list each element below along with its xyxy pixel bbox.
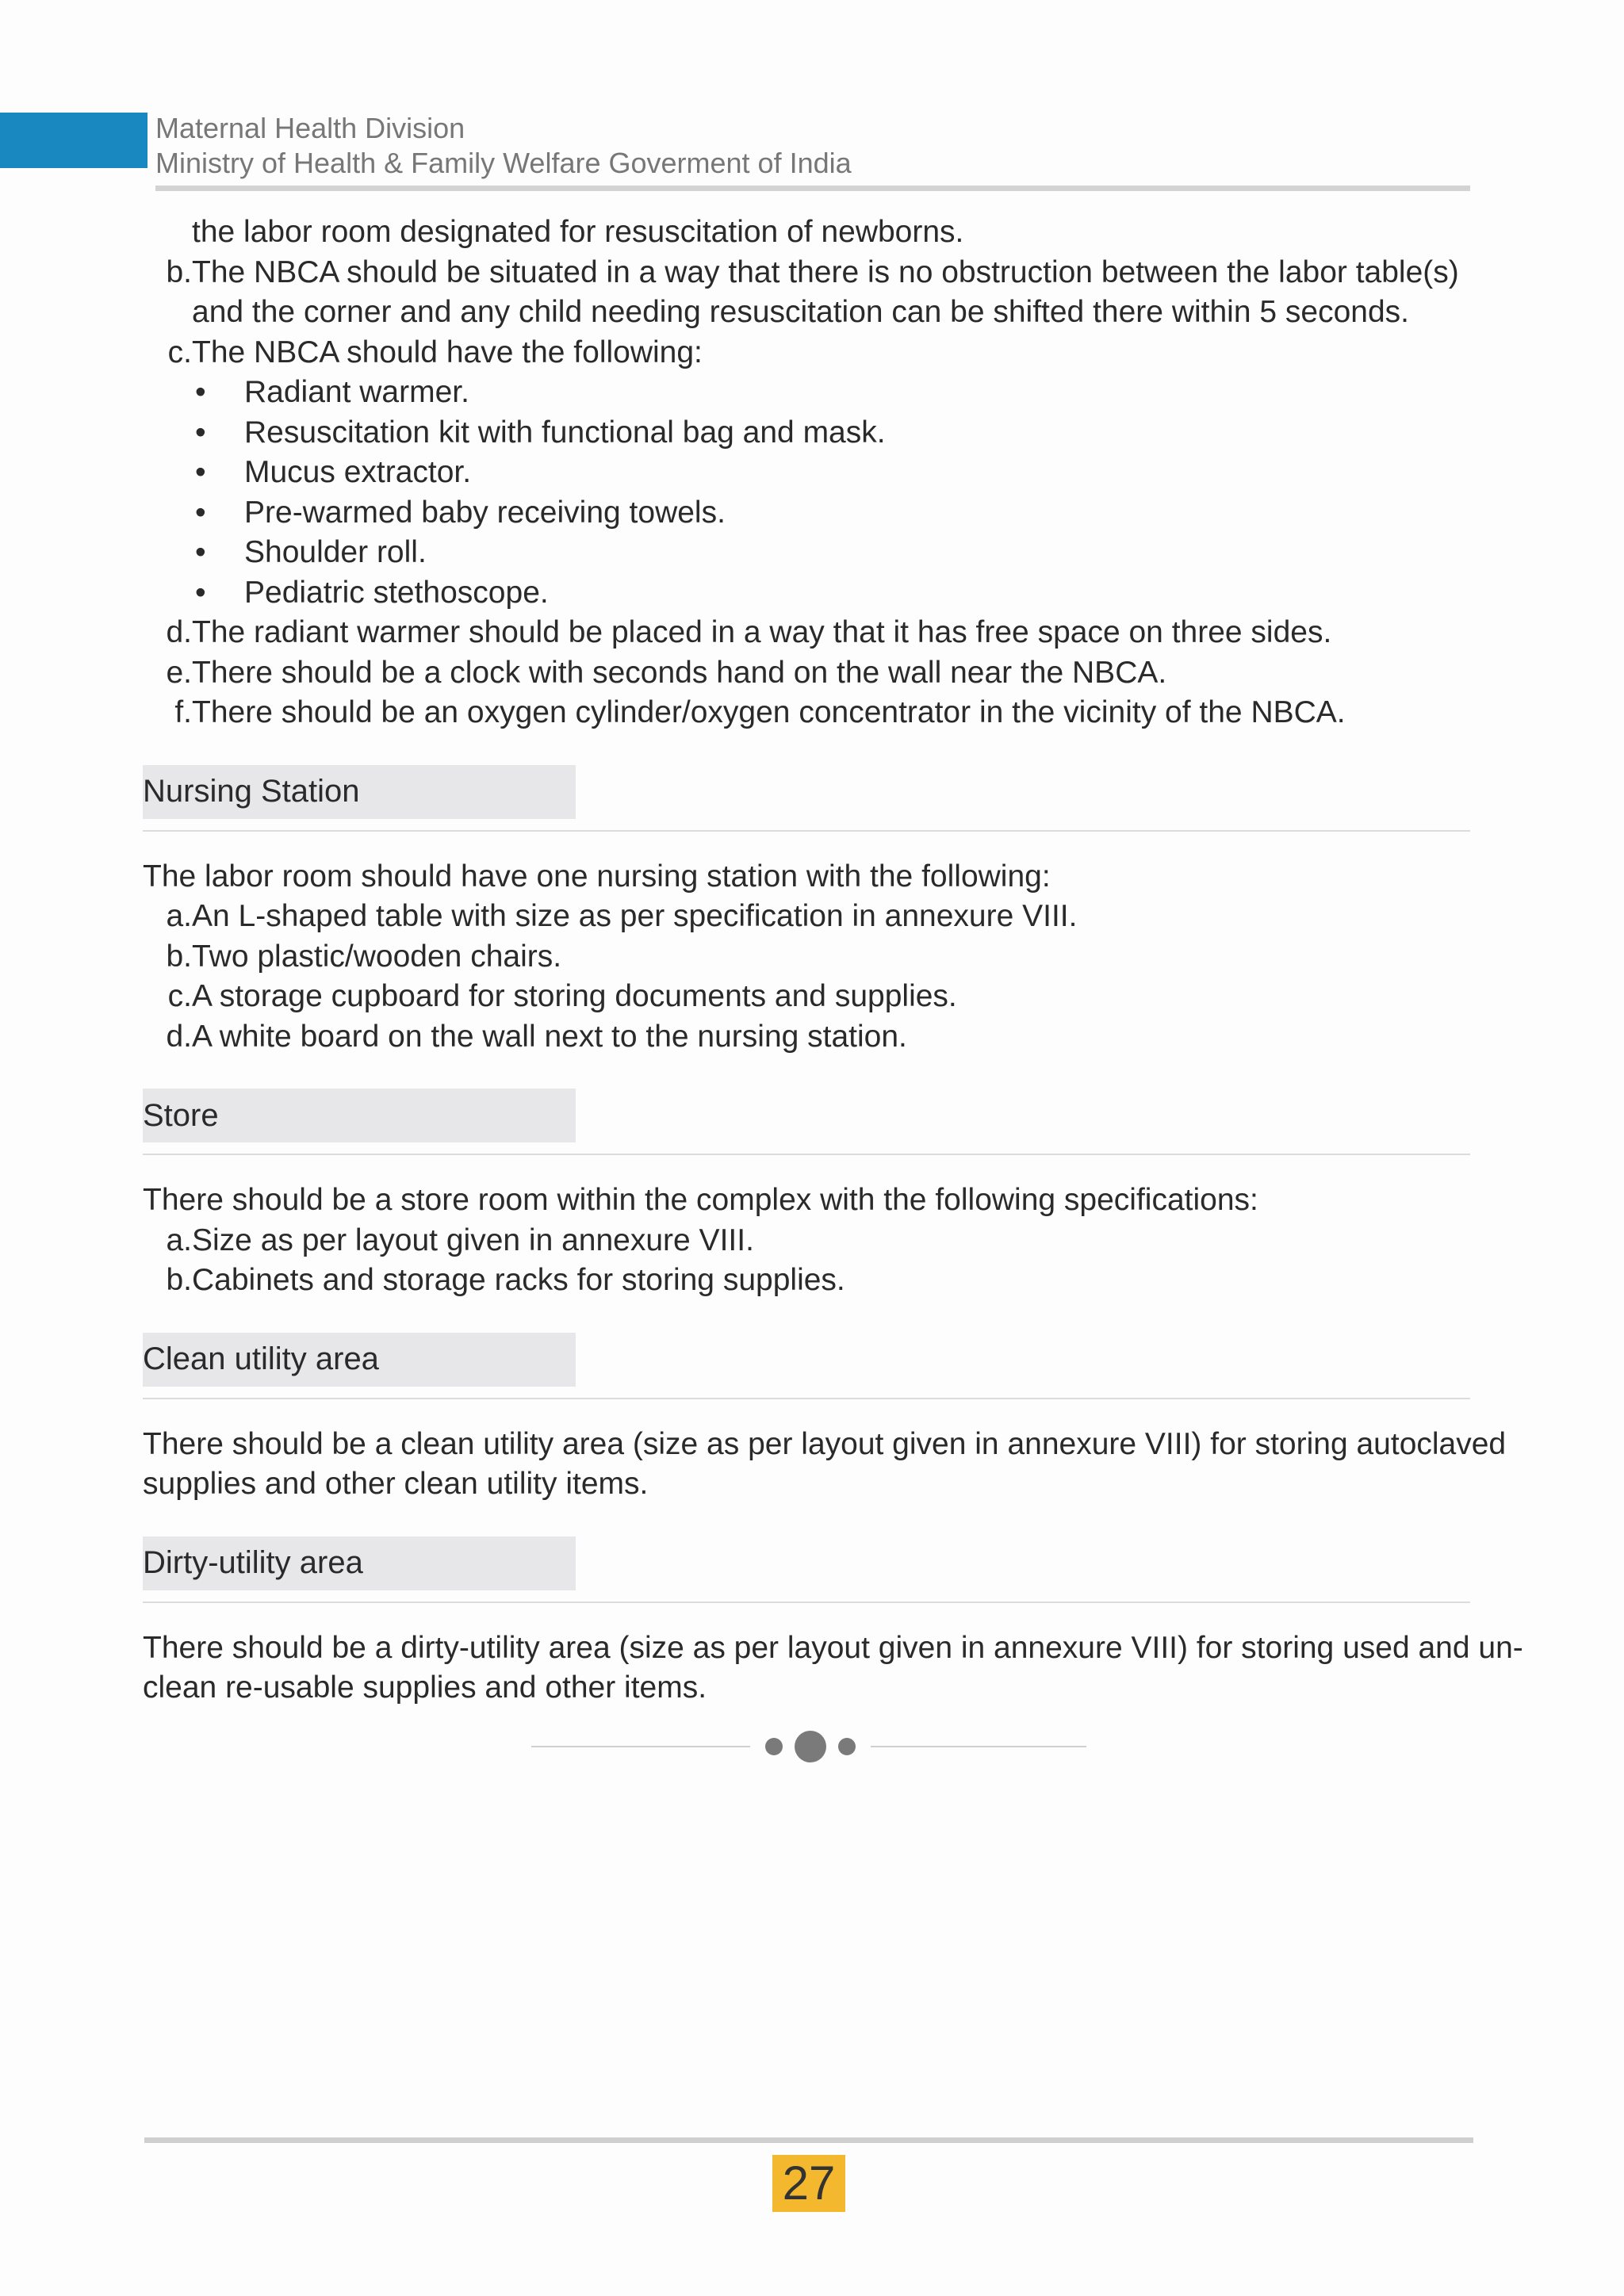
paragraph-line: There should be a dirty-utility area (size as per layout given in annexure VIII) for storing used and un- (143, 1630, 1523, 1665)
ornament-dot-right (838, 1738, 856, 1755)
list-item (143, 937, 1475, 978)
section-heading-clean-utility: Clean utility area (143, 1333, 576, 1387)
list-text: A white board on the wall next to the nursing station. (192, 1019, 907, 1054)
list-marker: c. (167, 979, 192, 1013)
section-intro: There should be a store room within the complex with the following specifications: (143, 1183, 1258, 1217)
list-marker: c. (167, 335, 192, 369)
list-item (143, 613, 1475, 653)
list-text: The radiant warmer should be placed in a way that it has free space on three sides. (192, 615, 1332, 649)
list-item (143, 1221, 1475, 1261)
section-heading-nursing-station: Nursing Station (143, 765, 576, 819)
paragraph-line: supplies and other clean utility items. (143, 1467, 649, 1501)
running-header (155, 111, 852, 181)
bullet-icon: • (195, 575, 206, 610)
list-text: The NBCA should be situated in a way that there is no obstruction between the labor table(s) (192, 254, 1459, 289)
list-text: A storage cupboard for storing documents and supplies. (192, 979, 957, 1013)
paragraph-line: clean re-usable supplies and other items. (143, 1670, 707, 1705)
list-item (143, 693, 1475, 733)
section-intro: The labor room should have one nursing station with the following: (143, 859, 1051, 894)
section-divider (143, 1601, 1470, 1603)
paragraph-line: There should be a clean utility area (size as per layout given in annexure VIII) for storing autoclaved (143, 1426, 1507, 1461)
bullet-icon: • (195, 495, 206, 530)
header-accent-bar (0, 113, 147, 168)
list-text: Size as per layout given in annexure VIII. (192, 1223, 754, 1257)
bullet-text: Pre-warmed baby receiving towels. (244, 495, 726, 530)
list-text: There should be an oxygen cylinder/oxygen concentrator in the vicinity of the NBCA. (192, 695, 1346, 729)
bullet-icon: • (195, 535, 206, 569)
list-marker: a. (166, 899, 192, 933)
header-division: Maternal Health Division (155, 112, 465, 144)
list-item (143, 333, 1475, 373)
list-item (143, 1017, 1475, 1058)
section-end-ornament (531, 1725, 1086, 1768)
bullet-item (143, 413, 1475, 453)
bullet-icon: • (195, 375, 206, 409)
list-item (143, 977, 1475, 1017)
list-text: An L-shaped table with size as per specification in annexure VIII. (192, 899, 1078, 933)
bullet-item (143, 573, 1475, 614)
ornament-dot-left (765, 1738, 783, 1755)
list-marker: b. (166, 939, 192, 974)
bullet-text: Pediatric stethoscope. (244, 575, 549, 610)
header-rule (155, 186, 1470, 191)
list-text: Cabinets and storage racks for storing supplies. (192, 1263, 845, 1297)
list-text-continued: and the corner and any child needing resuscitation can be shifted there within 5 seconds. (192, 295, 1409, 329)
list-marker: d. (166, 615, 192, 649)
ornament-dot-center (795, 1731, 826, 1762)
list-marker: b. (166, 1263, 192, 1297)
list-marker: e. (166, 655, 192, 690)
header-ministry: Ministry of Health & Family Welfare Goverment of India (155, 147, 852, 179)
footer-rule (144, 2137, 1473, 2143)
bullet-item (143, 373, 1475, 413)
list-item (143, 653, 1475, 694)
list-text: Two plastic/wooden chairs. (192, 939, 562, 974)
bullet-text: Resuscitation kit with functional bag and mask. (244, 415, 886, 450)
section-divider (143, 830, 1470, 832)
section-heading-store: Store (143, 1089, 576, 1142)
bullet-text: Mucus extractor. (244, 455, 472, 489)
bullet-icon: • (195, 455, 206, 489)
list-item (143, 1261, 1475, 1301)
section-heading-dirty-utility: Dirty-utility area (143, 1536, 576, 1590)
page-number: 27 (772, 2155, 845, 2212)
list-marker: d. (166, 1019, 192, 1054)
page-content (143, 212, 1523, 1709)
list-item (143, 897, 1475, 937)
bullet-item (143, 453, 1475, 493)
bullet-text: Shoulder roll. (244, 535, 427, 569)
section-divider (143, 1154, 1470, 1155)
list-marker: a. (166, 1223, 192, 1257)
section-divider (143, 1398, 1470, 1399)
bullet-text: Radiant warmer. (244, 375, 469, 409)
list-text: The NBCA should have the following: (192, 335, 703, 369)
list-text: There should be a clock with seconds hand on the wall near the NBCA. (192, 655, 1167, 690)
list-marker: f. (174, 695, 192, 729)
continued-line: the labor room designated for resuscitation of newborns. (192, 215, 964, 249)
bullet-item (143, 533, 1475, 573)
list-marker: b. (166, 254, 192, 289)
list-item (143, 253, 1475, 293)
bullet-icon: • (195, 415, 206, 450)
bullet-item (143, 493, 1475, 534)
